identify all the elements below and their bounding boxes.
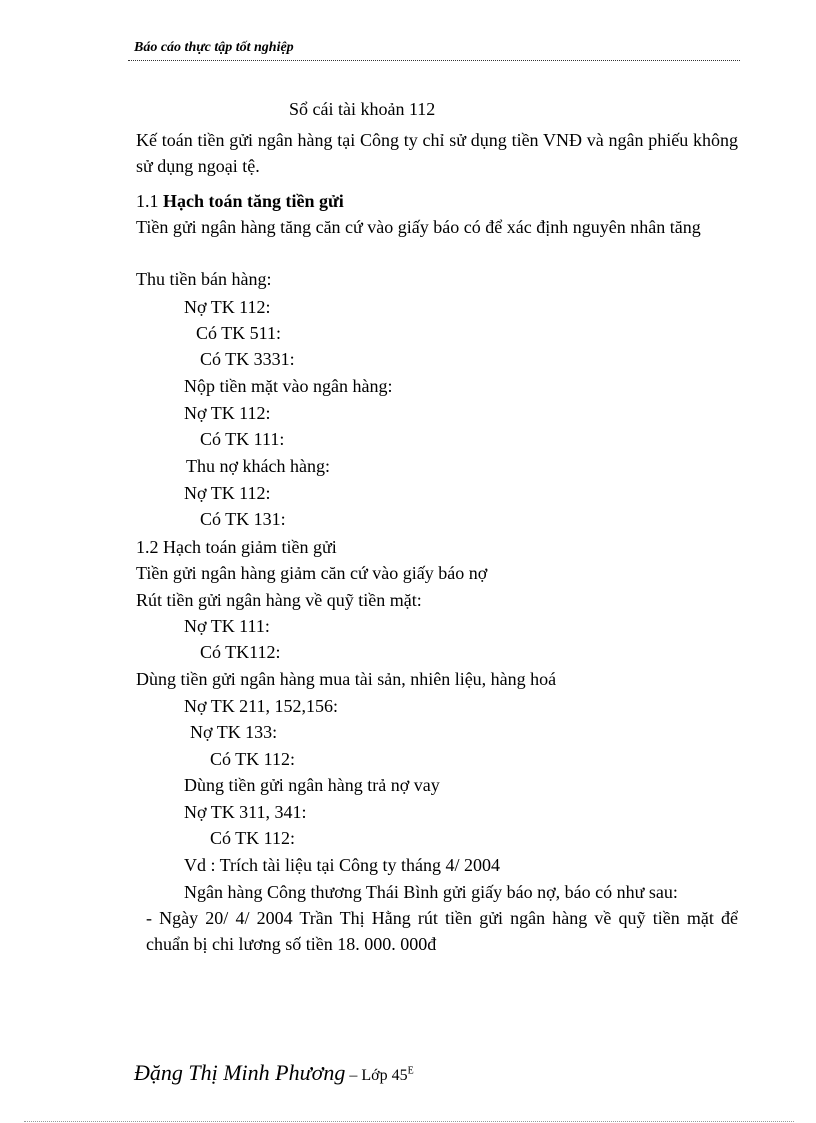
section-heading: Hạch toán tăng tiền gửi <box>163 191 344 211</box>
example-note: Vd : Trích tài liệu tại Công ty tháng 4/ 2004 <box>184 855 500 875</box>
journal-line: Nợ TK 112: <box>184 297 271 317</box>
section-heading: Hạch toán giảm tiền gửi <box>163 537 337 557</box>
intro-paragraph: Kế toán tiền gửi ngân hàng tại Công ty chỉ sử dụng tiền VNĐ và ngân phiếu không sử dụng ngoại tệ. <box>136 130 738 176</box>
section-1-1-heading <box>136 190 344 212</box>
footer-divider <box>24 1121 794 1122</box>
section-number: 1.2 <box>136 537 159 557</box>
journal-line: Thu tiền bán hàng: <box>136 269 272 289</box>
journal-line: Nộp tiền mặt vào ngân hàng: <box>184 376 393 396</box>
page-header <box>134 38 740 56</box>
section-1-1-paragraph: Tiền gửi ngân hàng tăng căn cứ vào giấy báo có để xác định nguyên nhân tăng <box>136 217 701 237</box>
journal-line: Nợ TK 311, 341: <box>184 802 307 822</box>
journal-line: Có TK 3331: <box>200 349 295 369</box>
document-title: Sổ cái tài khoản 112 <box>289 99 436 119</box>
class-superscript: E <box>407 1065 414 1077</box>
journal-line: Có TK112: <box>200 642 281 662</box>
class-label <box>349 1067 413 1084</box>
author-name: Đặng Thị Minh Phương <box>134 1060 346 1085</box>
header-divider <box>128 60 740 61</box>
journal-line: Rút tiền gửi ngân hàng về quỹ tiền mặt: <box>136 590 422 610</box>
journal-line: Thu nợ khách hàng: <box>186 456 330 476</box>
header-title: Báo cáo thực tập tốt nghiệp <box>134 40 294 55</box>
journal-line: Có TK 131: <box>200 509 286 529</box>
journal-line: Có TK 511: <box>196 323 282 343</box>
example-paragraph: - Ngày 20/ 4/ 2004 Trần Thị Hằng rút tiền gửi ngân hàng về quỹ tiền mặt để chuẩn bị chi lương số tiền 18. 000. 000đ <box>146 908 738 954</box>
bank-notice-line: Ngân hàng Công thương Thái Bình gửi giấy báo nợ, báo có như sau: <box>184 882 678 902</box>
journal-line: Tiền gửi ngân hàng giảm căn cứ vào giấy báo nợ <box>136 563 488 583</box>
class-prefix: – Lớp 45 <box>349 1067 408 1084</box>
journal-line: Nợ TK 211, 152,156: <box>184 696 339 716</box>
journal-line: Nợ TK 133: <box>190 722 278 742</box>
journal-line: Dùng tiền gửi ngân hàng mua tài sản, nhiên liệu, hàng hoá <box>136 669 557 689</box>
journal-line: Nợ TK 111: <box>184 616 270 636</box>
journal-line: Có TK 111: <box>200 429 285 449</box>
section-1-2-heading <box>136 536 337 558</box>
journal-line: Nợ TK 112: <box>184 483 271 503</box>
section-number: 1.1 <box>136 191 159 211</box>
journal-line: Có TK 112: <box>210 749 296 769</box>
page-footer <box>134 1060 414 1086</box>
journal-line: Có TK 112: <box>210 828 296 848</box>
journal-line: Nợ TK 112: <box>184 403 271 423</box>
journal-line: Dùng tiền gửi ngân hàng trả nợ vay <box>184 775 440 795</box>
